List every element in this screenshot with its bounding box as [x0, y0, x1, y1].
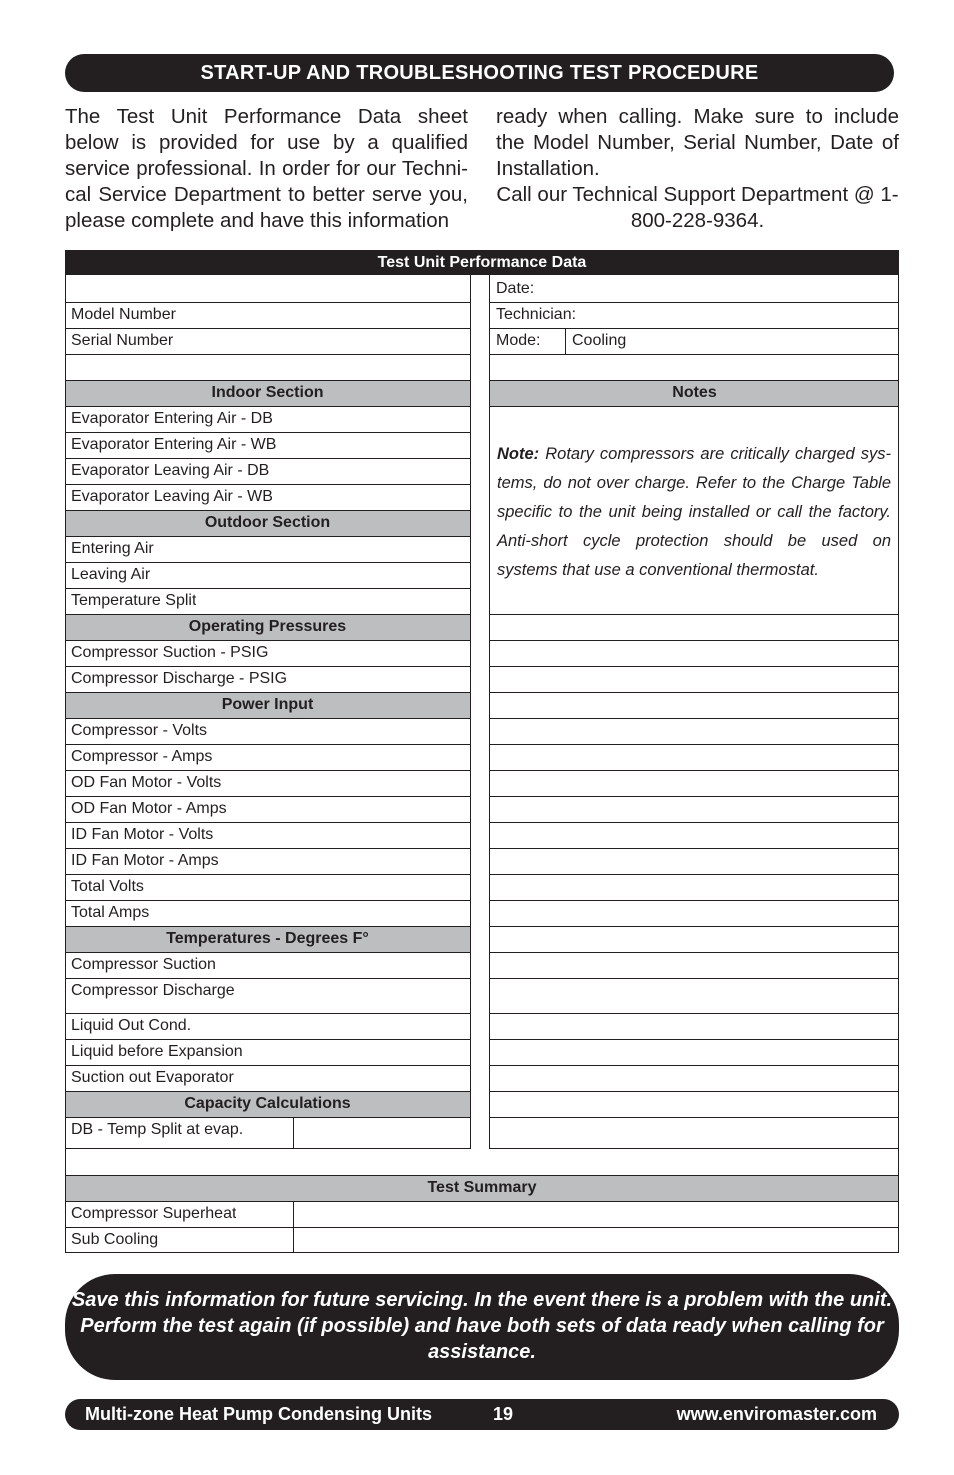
grid-line — [489, 1117, 899, 1118]
grid-line — [489, 978, 899, 979]
grid-line — [470, 275, 471, 1148]
grid-line — [65, 510, 471, 511]
indoor-section-header: Indoor Section — [211, 384, 324, 401]
grid-line — [65, 484, 471, 485]
intro-left: The Test Unit Performance Data sheet below is provided for use by a qualified service professional. In order for our Techni-cal Service Department to better serve you, please complete and have this information — [65, 105, 468, 232]
grid-line — [65, 1175, 899, 1176]
grid-line — [65, 874, 471, 875]
page-number: 19 — [493, 1404, 514, 1424]
grid-line — [489, 1039, 899, 1040]
grid-line — [489, 666, 899, 667]
power-row: OD Fan Motor - Volts — [71, 774, 222, 791]
note-text — [497, 440, 891, 585]
grid-line — [65, 848, 471, 849]
capacity-section-header: Capacity Calculations — [184, 1095, 351, 1112]
grid-line — [489, 926, 899, 927]
grid-line — [489, 614, 899, 615]
outdoor-section-header: Outdoor Section — [204, 514, 331, 531]
indoor-row: Evaporator Leaving Air - WB — [71, 488, 273, 505]
grid-line — [65, 1013, 471, 1014]
power-section-header: Power Input — [221, 696, 314, 713]
grid-line — [65, 718, 471, 719]
temperature-row: Compressor Suction — [71, 956, 216, 973]
grid-line — [65, 1201, 899, 1202]
model-number-label: Model Number — [71, 306, 176, 323]
capacity-row-label: DB - Temp Split at evap. — [71, 1121, 244, 1138]
intro-right-paragraph: ready when calling. Make sure to include the Model Number, Serial Number, Date of Installation. — [496, 105, 899, 180]
grid-line — [65, 1252, 899, 1253]
grid-line — [489, 744, 899, 745]
grid-line — [489, 718, 899, 719]
grid-line — [489, 692, 899, 693]
indoor-row: Evaporator Entering Air - WB — [71, 436, 277, 453]
power-row: Total Volts — [71, 878, 144, 895]
grid-line — [65, 822, 471, 823]
grid-line — [489, 1013, 899, 1014]
temps-section-header: Temperatures - Degrees F° — [166, 930, 369, 947]
grid-line — [65, 302, 471, 303]
grid-line — [489, 874, 899, 875]
grid-line — [489, 275, 490, 1148]
note-label: Note: — [497, 445, 540, 463]
grid-line — [65, 250, 66, 1253]
grid-line — [65, 926, 471, 927]
power-row: ID Fan Motor - Volts — [71, 826, 214, 843]
serial-number-label: Serial Number — [71, 332, 174, 349]
summary-row-subcooling: Sub Cooling — [71, 1231, 159, 1248]
grid-line — [65, 380, 471, 381]
notes-header: Notes — [672, 384, 717, 401]
grid-line — [489, 302, 899, 303]
grid-line — [293, 1117, 294, 1148]
grid-line — [65, 588, 471, 589]
grid-line — [65, 666, 471, 667]
grid-line — [65, 952, 471, 953]
grid-line — [65, 1065, 471, 1066]
grid-line — [565, 328, 566, 354]
grid-line — [489, 1091, 899, 1092]
temperature-row: Compressor Discharge — [71, 982, 235, 999]
grid-line — [65, 640, 471, 641]
power-row: Total Amps — [71, 904, 150, 921]
grid-line — [65, 978, 471, 979]
grid-line — [65, 744, 471, 745]
page-footer — [65, 1399, 899, 1430]
grid-line — [65, 900, 471, 901]
grid-line — [65, 562, 471, 563]
footer-url: www.enviromaster.com — [676, 1404, 877, 1424]
table-title: Test Unit Performance Data — [65, 250, 899, 275]
grid-line — [65, 458, 471, 459]
grid-line — [489, 848, 899, 849]
grid-line — [489, 1065, 899, 1066]
grid-line — [65, 432, 471, 433]
grid-line — [65, 1117, 471, 1118]
grid-line — [489, 822, 899, 823]
summary-row-superheat: Compressor Superheat — [71, 1205, 237, 1222]
date-label: Date: — [496, 280, 535, 297]
pressure-row: Compressor Suction - PSIG — [71, 644, 269, 661]
save-information-notice: Save this information for future servicing. In the event there is a problem with the unit. Perform the test again (if possible) and have both sets of data ready when calling for assistance. — [65, 1274, 899, 1380]
power-row: OD Fan Motor - Amps — [71, 800, 227, 817]
power-row: Compressor - Amps — [71, 748, 213, 765]
grid-line — [65, 1148, 471, 1149]
outdoor-row: Leaving Air — [71, 566, 151, 583]
grid-line — [65, 250, 899, 251]
footer-title: Multi-zone Heat Pump Condensing Units — [85, 1404, 432, 1424]
grid-line — [489, 380, 899, 381]
grid-line — [65, 1091, 471, 1092]
performance-table — [65, 250, 899, 1253]
page-banner: START-UP AND TROUBLESHOOTING TEST PROCEDURE — [65, 54, 894, 92]
temperature-row: Suction out Evaporator — [71, 1069, 234, 1086]
power-row: ID Fan Motor - Amps — [71, 852, 219, 869]
indoor-row: Evaporator Entering Air - DB — [71, 410, 273, 427]
outdoor-row: Entering Air — [71, 540, 154, 557]
grid-line — [489, 900, 899, 901]
grid-line — [65, 796, 471, 797]
temperature-row: Liquid Out Cond. — [71, 1017, 192, 1034]
grid-line — [489, 328, 899, 329]
grid-line — [489, 952, 899, 953]
pressure-row: Compressor Discharge - PSIG — [71, 670, 288, 687]
technician-label: Technician: — [496, 306, 577, 323]
mode-label: Mode: — [496, 332, 541, 349]
grid-line — [65, 614, 471, 615]
grid-line — [65, 406, 471, 407]
temperature-row: Liquid before Expansion — [71, 1043, 243, 1060]
outdoor-row: Temperature Split — [71, 592, 197, 609]
grid-line — [65, 692, 471, 693]
grid-line — [489, 354, 899, 355]
note-body: Rotary compressors are critically charged sys-tems, do not over charge. Refer to the Charge Table specific to the unit being installed or call the factory. Anti-short cycle protection should be used on systems that use a conventional thermostat. — [497, 445, 891, 579]
grid-line — [489, 406, 899, 407]
grid-line — [65, 354, 471, 355]
pressures-section-header: Operating Pressures — [188, 618, 347, 635]
grid-line — [489, 1148, 899, 1149]
grid-line — [898, 250, 899, 1253]
intro-right — [496, 104, 899, 234]
grid-line — [65, 770, 471, 771]
mode-value: Cooling — [572, 332, 627, 349]
power-row: Compressor - Volts — [71, 722, 208, 739]
grid-line — [65, 536, 471, 537]
summary-section-header: Test Summary — [427, 1179, 537, 1196]
grid-line — [65, 328, 471, 329]
grid-line — [65, 1039, 471, 1040]
grid-line — [489, 770, 899, 771]
grid-line — [489, 640, 899, 641]
grid-line — [293, 1201, 294, 1253]
grid-line — [65, 1227, 899, 1228]
support-phone: Call our Technical Support Department @ 1-800-228-9364. — [496, 183, 899, 232]
indoor-row: Evaporator Leaving Air - DB — [71, 462, 270, 479]
grid-line — [489, 796, 899, 797]
